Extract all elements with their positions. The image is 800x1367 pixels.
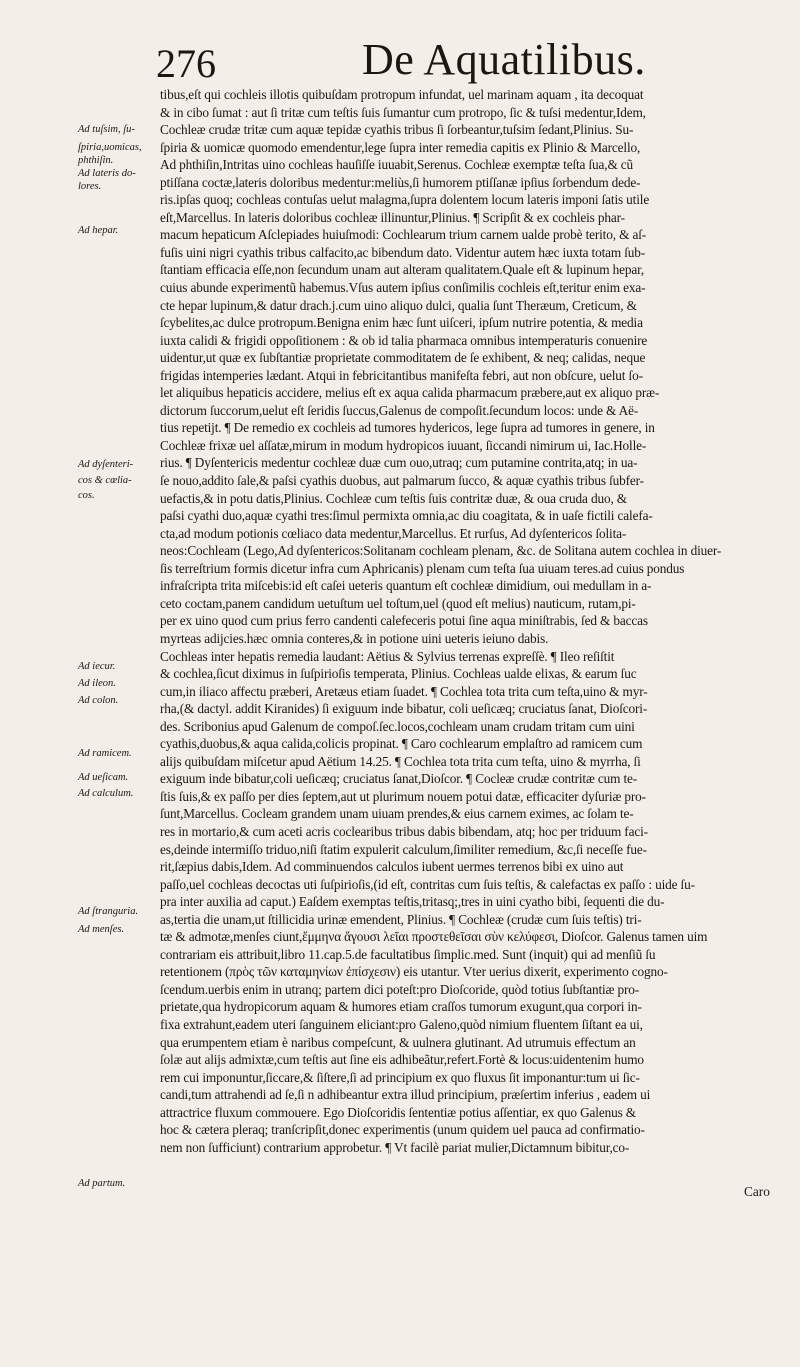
text-line: fuſis uini nigri cyathis tribus calfacito,ac bibendum dato. Videntur autem hæc iuxta totam ſub- xyxy=(160,244,646,260)
text-line: cum,in iliaco affectu præberi, Aretæus etiam ſuadet. ¶ Cochlea tota trita cum teſta,uino & myr- xyxy=(160,683,648,699)
text-line: & cochlea,ſicut diximus in ſuſpirioſis temperata, Plinius. Cochleas ualde elixas, & earum ſuc xyxy=(160,666,637,682)
text-line: des. Scribonius apud Galenum de compoſ.ſec.locos,cochleam unam crudam tritam cum uini xyxy=(160,718,635,734)
text-line: iuxta calidi & frigidi oppoſitionem : & ob id talia pharmaca omnibus intemperaturis conuenire xyxy=(160,332,648,348)
text-line: alijs quibuſdam miſcetur apud Aëtium 14.25. ¶ Cochlea tota trita cum teſta, uino & myrrha, ſi xyxy=(160,753,641,769)
text-line: myrteas adijcies.hæc omnia conteres,& in potione uini ueteris ieiuno dabis. xyxy=(160,630,549,646)
text-line: ſpiria & uomicæ quomodo emendentur,lege ſupra inter remedia capitis ex Plinio & Marcello, xyxy=(160,139,641,155)
text-line: cuius abunde experimentũ habemus.Vſus autem ipſius conſimilis cochleis eſt,teritur enim exa- xyxy=(160,280,646,296)
text-line: paſsi cyathi duo,aquæ cyathi tres:ſimul permixta omnia,ac diu coagitata, & in uaſe fictili calefa- xyxy=(160,508,653,524)
margin-note: Ad dyſenteri- xyxy=(78,459,134,470)
text-line: qua erumpentem etiam è naribus compeſcunt, & uulnera glutinant. Ad utrumuis effectum an xyxy=(160,1034,636,1050)
text-line: ptiſſana coctæ,lateris doloribus medentur:meliùs,ſi humorem ptiſſanæ ipſius ſorbendum dede- xyxy=(160,174,641,190)
catchword: Caro xyxy=(744,1184,770,1199)
text-line: prietate,qua hydropicorum aquam & humores etiam craſſos tumorum exugunt,qua corpori in- xyxy=(160,999,642,1015)
text-line: & in cibo ſumat : aut ſi tritæ cum teſtis ſuis ſumantur cum protropo, ſic & tuſsi medentur,Idem, xyxy=(160,104,646,120)
margin-notes xyxy=(0,0,160,1367)
text-line: exiguum inde bibatur,coli ueſicæq; cruciatus ſanat,Dioſcor. ¶ Cocleæ crudæ contritæ cum te- xyxy=(160,771,638,787)
text-line: uefactis,& in potu datis,Plinius. Cochleæ cum teſtis ſuis contritæ duæ, & oua cruda duo, & xyxy=(160,490,627,506)
margin-note: Ad ueſicam. xyxy=(78,772,129,783)
margin-note: Ad colon. xyxy=(78,695,119,706)
text-line: dictorum ſuccorum,uelut eſt ſeridis ſuccus,Galenus de compoſit.ſecundum locos: unde & Aë- xyxy=(160,402,639,418)
text-line: ſtis ſuis,& ex paſſo per dies ſeptem,aut ut plurimum nouem potui datæ, efficaciter dyſuriæ pro- xyxy=(160,788,646,804)
text-line: ſtantiam efficacia eſſe,non ſecundum unam aut alteram qualitatem.Quale eſt & lupinum hepar, xyxy=(160,262,645,278)
text-line: retentionem (πρὸς τῶν καταμηνίων ἐπίσχεσιν) eis utantur. Vter uerius dixerit, experimento cogno- xyxy=(160,964,668,980)
text-line: ceto coctam,panem candidum uetuſtum uel toſtum,uel (quod eſt melius) nauticum, rutam,pi- xyxy=(160,595,636,611)
margin-note: cos. xyxy=(78,490,95,501)
text-line: rem cui imponuntur,ſiccare,& ſiſtere,ſi ad principium ex quo fluxus ſit imponantur:tum ui ſic- xyxy=(160,1069,640,1085)
text-line: ſolæ aut alijs admixtæ,cum teſtis aut ſine eis adhibeãtur,refert.Fortè & locus:uidentenim humo xyxy=(160,1052,644,1068)
text-line: macum hepaticum Aſclepiades huiuſmodi: Cochlearum trium carnem ualde probè terito, & aſ- xyxy=(160,227,647,243)
text-line: Cochleæ frixæ uel aſſatæ,mirum in modum hydropicos iuuant, ſiccandi nimirum ui, Iac.Holle- xyxy=(160,437,647,453)
text-line: contrariam eis attribuit,libro 11.cap.5.de facultatibus ſimplic.med. Sunt (inquit) qui ad menſiũ ſu xyxy=(160,946,656,962)
text-line: attractrice fluxum commouere. Ego Dioſcoridis ſententiæ potius aſſentiar, ex quo Galenus & xyxy=(160,1104,636,1120)
text-line: tibus,eſt qui cochleis illotis quibuſdam protropum infundat, uel marinam aquam , ita decoquat xyxy=(160,87,644,102)
text-line: ſis terreſtrium formis dicetur infra cum Aphricanis) plenam cum teſta ſua uiuam teres.ad cuius pondus xyxy=(160,560,685,576)
text-line: Ad phthiſin,Intritas uino cochleas hauſiſſe iuuabit,Serenus. Cochleæ exemptæ teſta ſua,& cũ xyxy=(160,157,634,173)
text-line: let aliquibus hepaticis accidere, melius eſt ex aqua calida pharmacum præbere,aut ex aliquo præ- xyxy=(160,385,660,401)
running-head: De Aquatilibus. xyxy=(362,35,646,84)
text-line: tæ & admotæ,menſes ciunt,ἔμμηνα ἄγουσι λεῖαι προστεθεῖσαι σὺν κελύφεσι, Dioſcor. Galenus tamen uim xyxy=(160,929,708,945)
text-line: ſcybelites,ac dulce protropum.Benigna enim hæc ſunt uiſceri, ipſum nutrire potentia, & media xyxy=(160,315,643,331)
text-line: rius. ¶ Dyſentericis medentur cochleæ duæ cum ouo,utraq; cum putamine contrita,atq; in ua- xyxy=(160,455,638,471)
margin-note: Ad ileon. xyxy=(78,678,116,689)
text-line: fixa extrahunt,eadem uteri ſanguinem eliciant:pro Galeno,quòd nimium fluentem ſiſtant ea ui, xyxy=(160,1016,643,1032)
text-line: rha,(& dactyl. addit Kiranides) ſi exiguum inde bibatur, coli ueſicæq; cruciatus ſanat, Dioſcori- xyxy=(160,701,648,717)
text-line: Cochleæ crudæ tritæ cum aquæ tepidæ cyathis tribus ſi ſorbeantur,tuſsim ſedant,Plinius. Su- xyxy=(160,122,634,138)
margin-note: lores. xyxy=(78,181,102,192)
text-line: pra inter auxilia ad caput.) Eaſdem exemptas teſtis,tritasq;,tres in uini cyatho bibi, ſequenti die du- xyxy=(160,894,665,910)
text-line: cte hepar lupinum,& datur drach.j.cum uino aliquo dulci, qualia ſunt Theræum, Creticum, & xyxy=(160,297,637,313)
margin-note: ſpiria,uomicas, xyxy=(78,142,142,153)
text-line: eſt,Marcellus. In lateris doloribus cochleæ illinuntur,Plinius. ¶ Scripſit & ex cochleis phar- xyxy=(160,209,625,225)
text-line: rit,ſæpius dabis,Idem. Ad comminuendos calculos iubent uermes terrenos bibi ex uino aut xyxy=(160,859,624,875)
text-line: ris.ipſas quoq; cochleas contuſas uelut malagma,ſupra dolentem locum lateris imponi ſatis utile xyxy=(160,192,650,208)
text-line: neos:Cochleam (Lego,Ad dyſentericos:Solitanam cochleam plenam, &c. de Solitana autem cochlea in diuer- xyxy=(160,543,722,559)
text-line: res in mortario,& cum aceti acris coclearibus tribus dabis bibendam, atq; hoc per triduum faci- xyxy=(160,823,648,839)
margin-note: Ad ramicem. xyxy=(78,748,132,759)
text-line: uidentur,ut quæ ex ſubſtantiæ proprietate commoditatem de ſe exhibent, & neq; calidas, neque xyxy=(160,350,646,366)
text-line: hoc & cætera pleraq; tranſcripſit,donec experimentis (unum quidem uel pauca ad confirmatio- xyxy=(160,1122,645,1138)
body-text xyxy=(160,86,792,1156)
margin-note: Ad tuſsim, ſu- xyxy=(78,124,135,135)
text-line: ſcendum.uerbis enim in utranq; partem dici poteſt:pro Dioſcoride, quòd totius ſubſtantiæ pro- xyxy=(160,981,640,997)
margin-note: cos & cœlia- xyxy=(78,475,132,486)
margin-note: Ad iecur. xyxy=(78,661,116,672)
text-line: infraſcripta trita miſcebis:id eſt caſei ueteris quantum eſt cochleæ dimidium, oui medullam in a- xyxy=(160,578,652,594)
margin-note: Ad hepar. xyxy=(78,225,119,236)
margin-note: phthiſin. xyxy=(78,155,114,166)
text-line: ſe nouo,addito ſale,& paſsi cyathis duobus, aut palmarum ſucco, & aquæ cyathis tribus ſubfer- xyxy=(160,473,644,489)
margin-note: Ad lateris do- xyxy=(78,168,136,179)
text-line: tius repetijt. ¶ De remedio ex cochleis ad tumores hydericos, lege ſupra ad tumores in genere, in xyxy=(160,420,655,436)
text-line: candi,tum attrahendi ad ſe,ſi n adhibeantur extra illud principium, præſertim inferius , eadem ui xyxy=(160,1087,651,1103)
text-line: nem non ſufficiunt) contrarium approbetur. ¶ Vt facilè pariat mulier,Dictamnum bibitur,co- xyxy=(160,1139,630,1155)
text-line: cyathis,duobus,& aqua calida,colicis propinat. ¶ Caro cochlearum emplaſtro ad ramicem cum xyxy=(160,736,643,752)
text-line: paſſo,uel cochleas decoctas uti ſuſpirioſis,(id eſt, contritas cum ſuis teſtis, & calefactas ex paſſo : uide ſu- xyxy=(160,876,695,892)
text-line: frigidas intemperies lædant. Atqui in febricitantibus manifeſta febri, aut non obſcure, uelut ſo- xyxy=(160,367,643,383)
margin-note: Ad ſtranguria. xyxy=(78,906,139,917)
text-line: ſunt,Marcellus. Cocleam grandem unam uiuam prendes,& eius carnem eximes, ac ſolam te- xyxy=(160,806,634,822)
margin-note: Ad calculum. xyxy=(78,788,134,799)
text-line: cta,ad modum potionis cœliaco data medentur,Marcellus. Et rurſus, Ad dyſentericos ſolita- xyxy=(160,525,627,541)
page-number: 276 xyxy=(156,41,216,86)
margin-note: Ad partum. xyxy=(78,1178,126,1189)
text-line: es,deinde intermiſſo triduo,niſi ſtatim expulerit calculum,ſimiliter remedium, &c,ſi neceſſe fue- xyxy=(160,841,647,857)
text-line: Cochleas inter hepatis remedia laudant: Aëtius & Sylvius terrenas expreſſè. ¶ Ileo reſiſtit xyxy=(160,648,615,664)
text-line: per ex uino quod cum prius ferro candenti calefeceris potui ſine aqua miniſtrabis, ſed & baccas xyxy=(160,613,648,629)
text-line: as,tertia die unam,ut ſtillicidia urinæ emendent, Plinius. ¶ Cochleæ (crudæ cum ſuis teſtis) tri- xyxy=(160,911,642,927)
margin-note: Ad menſes. xyxy=(78,924,125,935)
